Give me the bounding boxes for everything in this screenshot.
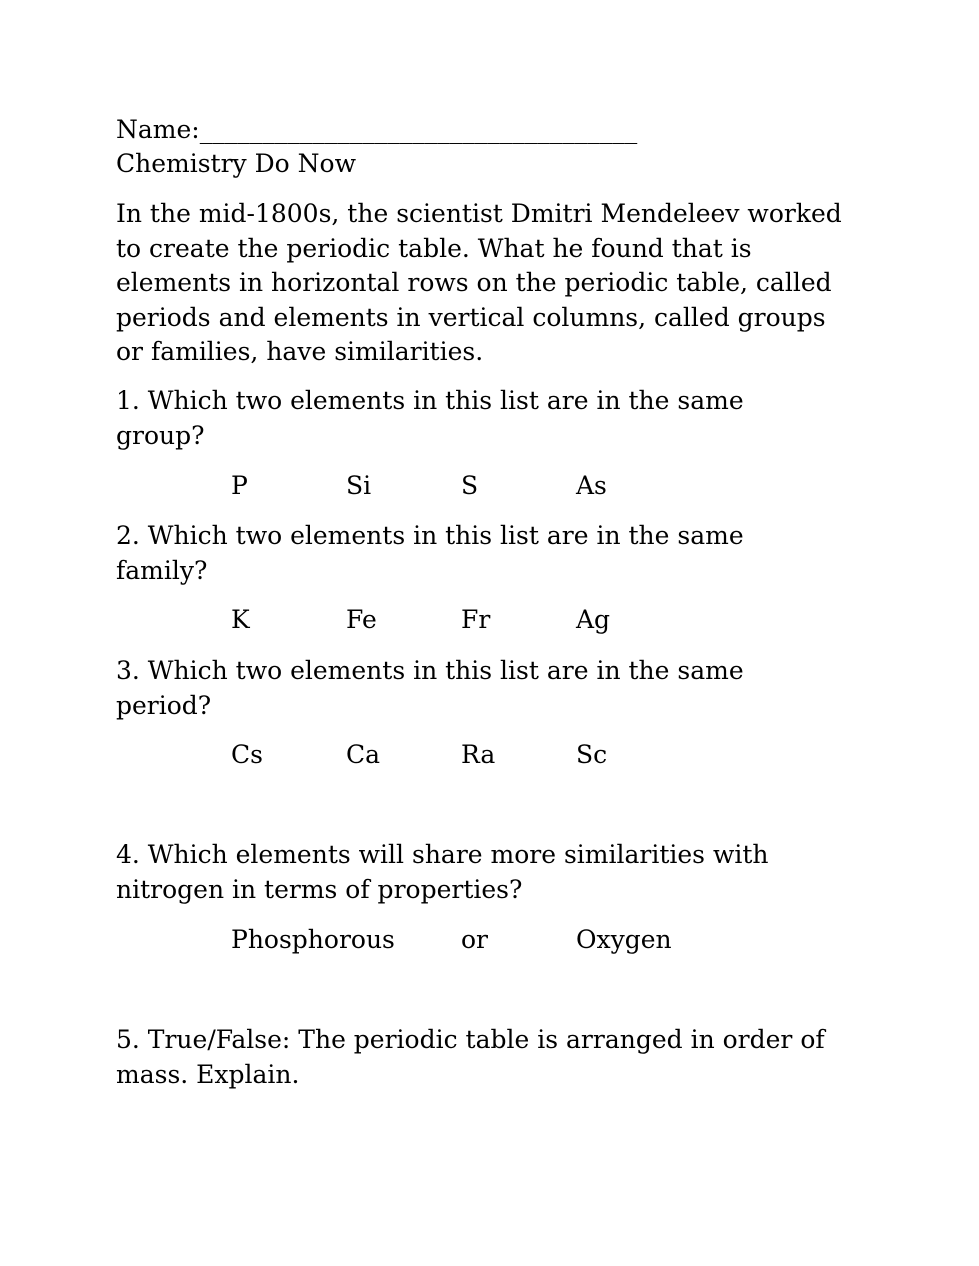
choice-element: Fe [346, 605, 377, 634]
question-4 [116, 838, 876, 907]
question-text: 1. Which two elements in this list are in the same [116, 386, 744, 415]
choice-element: Phosphorous [231, 925, 395, 954]
intro-line: periods and elements in vertical columns, called groups [116, 302, 826, 332]
question-text: mass. Explain. [116, 1059, 300, 1089]
choice-element: Ca [346, 740, 381, 769]
question-2 [116, 519, 876, 588]
question-text: period? [116, 690, 212, 720]
choice-connector: or [461, 925, 489, 954]
intro-line: to create the periodic table. What he found that is [116, 233, 752, 263]
question-text: family? [116, 555, 208, 585]
worksheet-subtitle: Chemistry Do Now [116, 149, 356, 178]
question-text: 3. Which two elements in this list are in the same [116, 656, 744, 685]
question-text: 5. True/False: The periodic table is arranged in order of [116, 1025, 825, 1054]
question-5 [116, 1023, 876, 1092]
name-label: Name: [116, 115, 200, 144]
choice-element: Oxygen [576, 925, 672, 954]
choice-element: P [231, 471, 248, 500]
choice-element: S [461, 471, 479, 500]
choice-element: As [576, 471, 607, 500]
intro-line: elements in horizontal rows on the periodic table, called [116, 268, 832, 297]
question-3 [116, 654, 876, 723]
intro-line: or families, have similarities. [116, 337, 484, 366]
name-blank: ___________________________________ [199, 115, 638, 144]
choice-element: K [231, 605, 250, 634]
question-text: 4. Which elements will share more similarities with [116, 840, 769, 869]
intro-paragraph [116, 197, 876, 370]
choice-element: Ra [461, 740, 496, 769]
choice-element: Fr [461, 605, 491, 634]
question-text: group? [116, 420, 205, 450]
choice-element: Cs [231, 740, 263, 769]
question-text: nitrogen in terms of properties? [116, 874, 523, 904]
choice-element: Sc [576, 740, 608, 769]
choice-element: Ag [576, 605, 611, 634]
question-text: 2. Which two elements in this list are in the same [116, 521, 744, 550]
choice-element: Si [346, 471, 372, 500]
name-line [116, 113, 637, 148]
question-1 [116, 384, 876, 453]
intro-line: In the mid-1800s, the scientist Dmitri Mendeleev worked [116, 199, 842, 228]
